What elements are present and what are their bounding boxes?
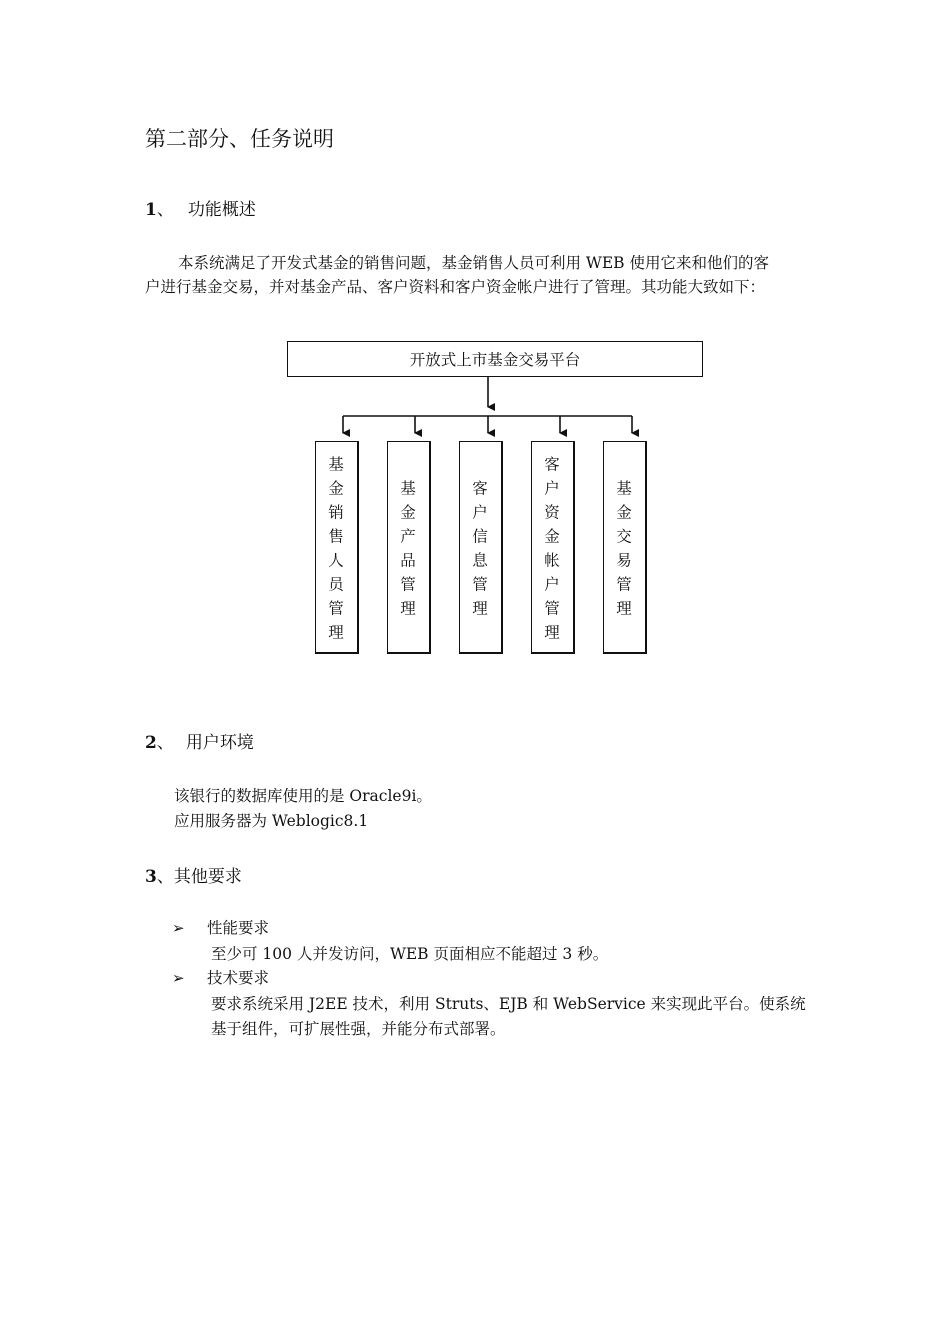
requirement-2-desc-line2: 基于组件，可扩展性强，并能分布式部署。 — [211, 1020, 506, 1038]
requirement-2-desc-line1: 要求系统采用 J2EE 技术，利用 Struts、EJB 和 WebService 来实现此平台。使系统 — [211, 995, 806, 1013]
diagram-child-4 — [531, 441, 575, 654]
diagram-child-2-label: 基金产品管理 — [398, 480, 416, 624]
section-3-heading — [145, 862, 242, 887]
section-3-number: 3 — [145, 867, 157, 887]
requirement-2-bullet: ➢ — [172, 969, 185, 987]
section-2-number: 2 — [145, 733, 157, 753]
requirement-1-bullet: ➢ — [172, 919, 185, 937]
diagram-child-3-label: 客户信息管理 — [470, 480, 488, 624]
section-1-paragraph-line2: 户进行基金交易，并对基金产品、客户资料和客户资金帐户进行了管理。其功能大致如下： — [145, 278, 766, 296]
diagram-child-3 — [459, 441, 503, 654]
section-3-title: 其他要求 — [173, 867, 242, 887]
section-2-line2: 应用服务器为 Weblogic8.1 — [174, 812, 369, 830]
requirement-1-title: 性能要求 — [207, 919, 270, 937]
diagram-child-1 — [315, 441, 359, 654]
section-1-paragraph-line1: 本系统满足了开发式基金的销售问题，基金销售人员可利用 WEB 使用它来和他们的客 — [178, 254, 769, 272]
section-2-line1: 该银行的数据库使用的是 Oracle9i。 — [174, 787, 432, 805]
section-1-title: 功能概述 — [187, 200, 256, 220]
diagram-connectors — [0, 0, 950, 460]
section-3-sep: 、 — [156, 867, 174, 887]
section-2-title: 用户环境 — [185, 733, 254, 753]
section-2-heading — [145, 728, 254, 753]
requirement-2-title: 技术要求 — [207, 969, 270, 987]
section-1-number: 1 — [145, 200, 157, 220]
diagram-child-4-label: 客户资金帐户管理 — [542, 456, 560, 648]
section-2-sep: 、 — [156, 733, 174, 753]
diagram-root-label: 开放式上市基金交易平台 — [409, 351, 581, 369]
diagram-child-5-label: 基金交易管理 — [614, 480, 632, 624]
diagram-child-2 — [387, 441, 431, 654]
part-title: 第二部分、任务说明 — [145, 127, 334, 151]
section-1-sep: 、 — [156, 200, 174, 220]
requirement-1-desc: 至少可 100 人并发访问，WEB 页面相应不能超过 3 秒。 — [211, 945, 609, 963]
diagram-child-1-label: 基金销售人员管理 — [326, 456, 344, 648]
diagram-child-5 — [603, 441, 647, 654]
